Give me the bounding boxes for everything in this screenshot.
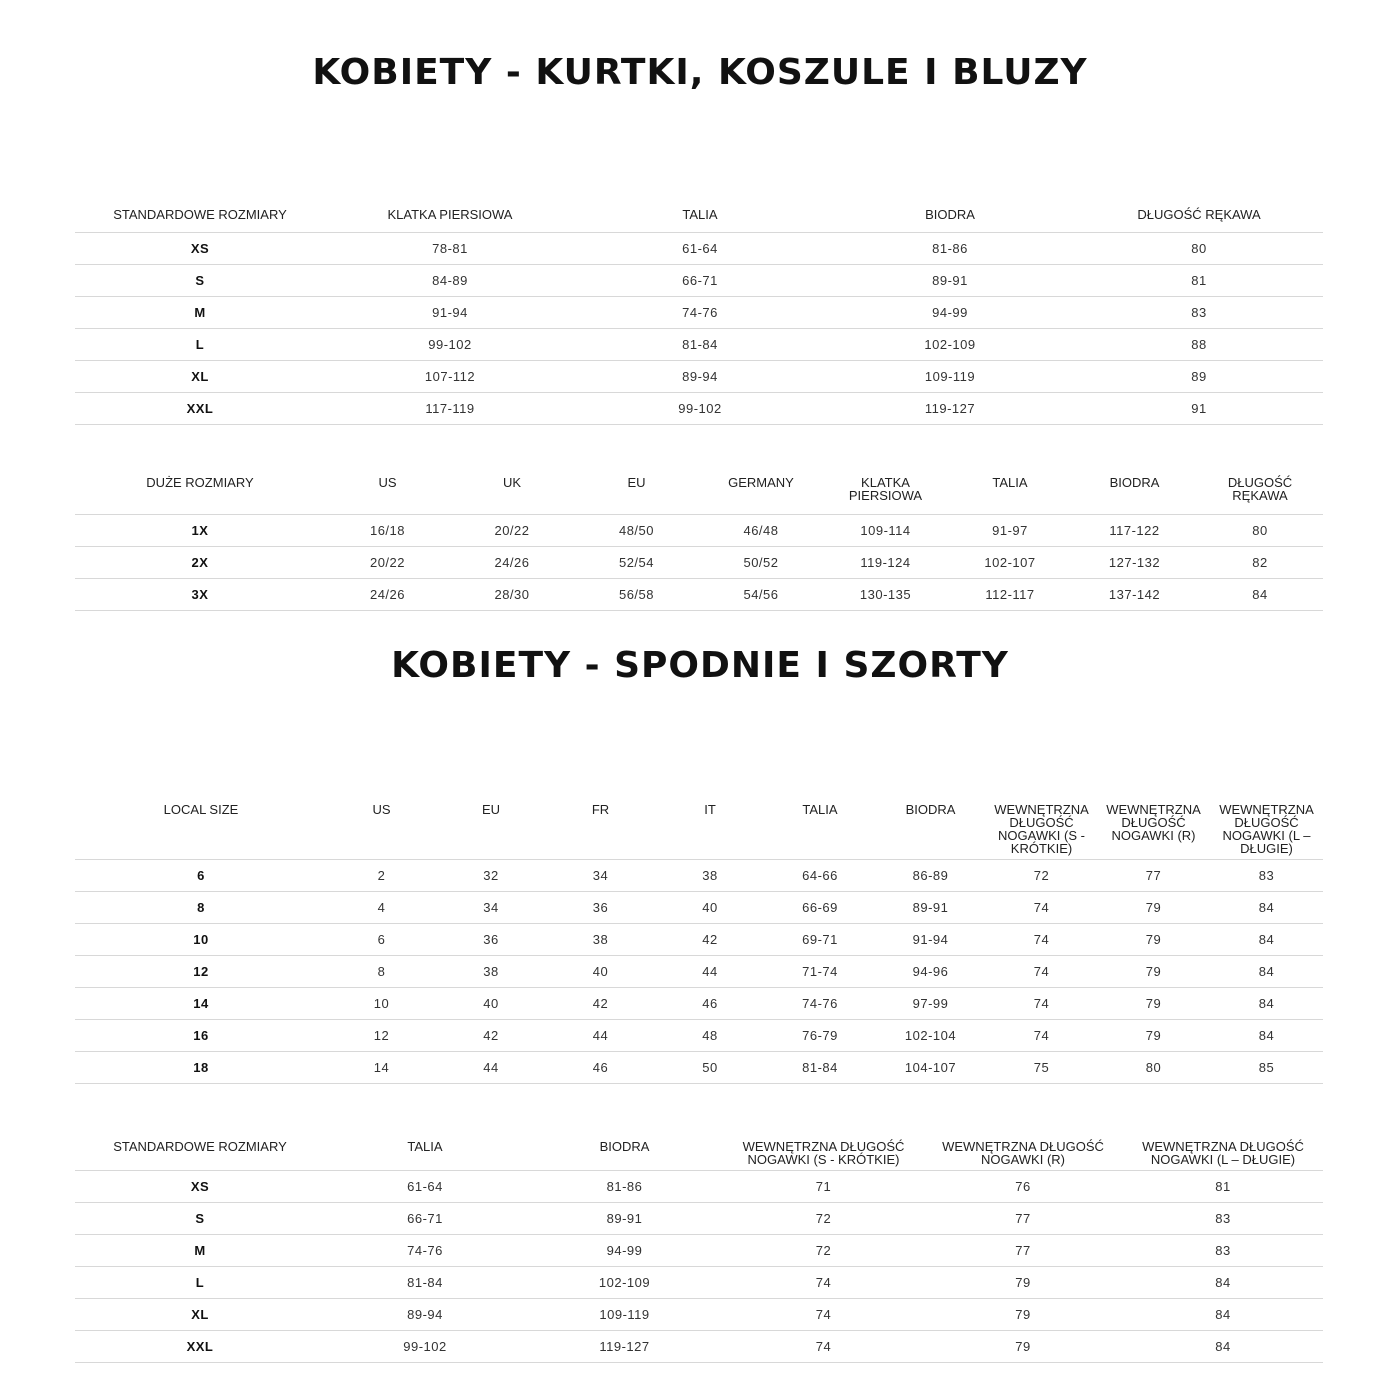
- measurement-cell: 12: [327, 1020, 436, 1052]
- measurement-cell: 117-119: [325, 393, 575, 425]
- measurement-cell: 74: [724, 1331, 923, 1363]
- measurement-cell: 89-91: [825, 265, 1075, 297]
- column-header: [1072, 476, 1197, 515]
- column-header: [1075, 208, 1323, 233]
- measurement-cell: 50/52: [699, 547, 823, 579]
- measurement-cell: 44: [436, 1052, 546, 1084]
- measurement-cell: 42: [436, 1020, 546, 1052]
- measurement-cell: 46: [655, 988, 765, 1020]
- measurement-cell: 6: [327, 924, 436, 956]
- measurement-cell: 61-64: [325, 1171, 525, 1203]
- table-row: [75, 1052, 1323, 1084]
- measurement-cell: 74: [986, 892, 1097, 924]
- size-label-cell: 8: [75, 892, 327, 924]
- measurement-cell: 72: [724, 1235, 923, 1267]
- column-header-label: BIODRA: [599, 1139, 650, 1154]
- measurement-cell: 52/54: [574, 547, 699, 579]
- column-header-label: TALIA: [802, 802, 838, 817]
- measurement-cell: 76-79: [765, 1020, 875, 1052]
- measurement-cell: 40: [546, 956, 655, 988]
- size-label-cell: 3X: [75, 579, 325, 611]
- measurement-cell: 99-102: [325, 1331, 525, 1363]
- column-header: [325, 1140, 525, 1171]
- measurement-cell: 64-66: [765, 860, 875, 892]
- measurement-cell: 2: [327, 860, 436, 892]
- column-header-label: IT: [704, 802, 716, 817]
- measurement-cell: 42: [546, 988, 655, 1020]
- size-label-cell: 6: [75, 860, 327, 892]
- measurement-cell: 81: [1123, 1171, 1323, 1203]
- measurement-cell: 44: [655, 956, 765, 988]
- table-row: [75, 1203, 1323, 1235]
- column-header: [75, 476, 325, 515]
- measurement-cell: 84: [1210, 956, 1323, 988]
- pants-standard-size-table: [75, 1140, 1323, 1363]
- jackets-plus-size-table: [75, 476, 1323, 611]
- column-header: [325, 208, 575, 233]
- column-header: [765, 803, 875, 860]
- measurement-cell: 117-122: [1072, 515, 1197, 547]
- column-header-label: EU: [481, 802, 501, 817]
- measurement-cell: 89-91: [875, 892, 986, 924]
- size-label-cell: M: [75, 297, 325, 329]
- measurement-cell: 119-127: [525, 1331, 724, 1363]
- measurement-cell: 86-89: [875, 860, 986, 892]
- measurement-cell: 94-99: [525, 1235, 724, 1267]
- column-header: [75, 803, 327, 860]
- measurement-cell: 84: [1123, 1267, 1323, 1299]
- measurement-cell: 84: [1123, 1299, 1323, 1331]
- measurement-cell: 66-69: [765, 892, 875, 924]
- measurement-cell: 36: [436, 924, 546, 956]
- column-header: [655, 803, 765, 860]
- measurement-cell: 83: [1210, 860, 1323, 892]
- section2-title: KOBIETY - SPODNIE I SZORTY: [391, 645, 1009, 686]
- column-header-label: FR: [591, 802, 610, 817]
- size-label-cell: XS: [75, 233, 325, 265]
- measurement-cell: 36: [546, 892, 655, 924]
- measurement-cell: 102-104: [875, 1020, 986, 1052]
- column-header-label: EU: [627, 475, 646, 490]
- measurement-cell: 79: [1097, 924, 1210, 956]
- table-header-row: [75, 208, 1323, 233]
- measurement-cell: 83: [1075, 297, 1323, 329]
- measurement-cell: 77: [1097, 860, 1210, 892]
- table-row: [75, 579, 1323, 611]
- table-row: [75, 1299, 1323, 1331]
- column-header: [1123, 1140, 1323, 1171]
- measurement-cell: 89-94: [575, 361, 825, 393]
- measurement-cell: 72: [724, 1203, 923, 1235]
- column-header: [948, 476, 1072, 515]
- column-header: [75, 1140, 325, 1171]
- size-label-cell: XL: [75, 361, 325, 393]
- column-header-label: WEWNĘTRZNA DŁUGOŚĆ NOGAWKI (L – DŁUGIE): [1142, 1139, 1304, 1167]
- measurement-cell: 81-84: [325, 1267, 525, 1299]
- measurement-cell: 44: [546, 1020, 655, 1052]
- measurement-cell: 94-99: [825, 297, 1075, 329]
- table-row: [75, 892, 1323, 924]
- measurement-cell: 16/18: [325, 515, 450, 547]
- table-row: [75, 956, 1323, 988]
- column-header-label: STANDARDOWE ROZMIARY: [113, 207, 287, 222]
- table-row: [75, 924, 1323, 956]
- measurement-cell: 76: [923, 1171, 1123, 1203]
- measurement-cell: 84: [1123, 1331, 1323, 1363]
- table-row: [75, 265, 1323, 297]
- size-label-cell: XS: [75, 1171, 325, 1203]
- measurement-cell: 72: [986, 860, 1097, 892]
- size-label-cell: 1X: [75, 515, 325, 547]
- column-header: [724, 1140, 923, 1171]
- size-label-cell: 14: [75, 988, 327, 1020]
- measurement-cell: 80: [1075, 233, 1323, 265]
- table-header-row: [75, 803, 1323, 860]
- table-row: [75, 361, 1323, 393]
- table-row: [75, 1020, 1323, 1052]
- measurement-cell: 109-119: [825, 361, 1075, 393]
- measurement-cell: 74: [724, 1299, 923, 1331]
- column-header-label: UK: [502, 475, 522, 490]
- measurement-cell: 74: [986, 1020, 1097, 1052]
- size-label-cell: M: [75, 1235, 325, 1267]
- measurement-cell: 24/26: [450, 547, 574, 579]
- measurement-cell: 46: [546, 1052, 655, 1084]
- measurement-cell: 81-84: [575, 329, 825, 361]
- measurement-cell: 79: [1097, 988, 1210, 1020]
- size-label-cell: S: [75, 1203, 325, 1235]
- measurement-cell: 69-71: [765, 924, 875, 956]
- measurement-cell: 91: [1075, 393, 1323, 425]
- size-label-cell: 2X: [75, 547, 325, 579]
- measurement-cell: 32: [436, 860, 546, 892]
- column-header: [986, 803, 1097, 860]
- measurement-cell: 80: [1097, 1052, 1210, 1084]
- column-header: [525, 1140, 724, 1171]
- measurement-cell: 71-74: [765, 956, 875, 988]
- measurement-cell: 38: [436, 956, 546, 988]
- column-header-label: BIODRA: [905, 802, 956, 817]
- measurement-cell: 4: [327, 892, 436, 924]
- measurement-cell: 14: [327, 1052, 436, 1084]
- measurement-cell: 89: [1075, 361, 1323, 393]
- column-header-label: GERMANY: [728, 475, 794, 490]
- measurement-cell: 34: [546, 860, 655, 892]
- measurement-cell: 40: [436, 988, 546, 1020]
- measurement-cell: 56/58: [574, 579, 699, 611]
- table-row: [75, 515, 1323, 547]
- measurement-cell: 74-76: [325, 1235, 525, 1267]
- table-row: [75, 1267, 1323, 1299]
- column-header: [1097, 803, 1210, 860]
- measurement-cell: 119-127: [825, 393, 1075, 425]
- column-header: [823, 476, 948, 515]
- measurement-cell: 79: [923, 1299, 1123, 1331]
- column-header: [699, 476, 823, 515]
- column-header-label: US: [378, 475, 397, 490]
- measurement-cell: 99-102: [325, 329, 575, 361]
- column-header: [546, 803, 655, 860]
- column-header-label: KLATKA PIERSIOWA: [387, 207, 513, 222]
- measurement-cell: 77: [923, 1203, 1123, 1235]
- table-row: [75, 988, 1323, 1020]
- measurement-cell: 94-96: [875, 956, 986, 988]
- measurement-cell: 102-109: [825, 329, 1075, 361]
- measurement-cell: 84: [1197, 579, 1323, 611]
- measurement-cell: 38: [655, 860, 765, 892]
- column-header-label: TALIA: [407, 1139, 443, 1154]
- column-header-label: BIODRA: [925, 207, 975, 222]
- column-header: [1197, 476, 1323, 515]
- measurement-cell: 137-142: [1072, 579, 1197, 611]
- table-row: [75, 393, 1323, 425]
- column-header-label: TALIA: [992, 475, 1028, 490]
- size-label-cell: 12: [75, 956, 327, 988]
- measurement-cell: 74: [986, 988, 1097, 1020]
- measurement-cell: 20/22: [325, 547, 450, 579]
- table-row: [75, 329, 1323, 361]
- measurement-cell: 50: [655, 1052, 765, 1084]
- table-header-row: [75, 476, 1323, 515]
- table-row: [75, 1171, 1323, 1203]
- table-row: [75, 1331, 1323, 1363]
- column-header-label: TALIA: [682, 207, 718, 222]
- measurement-cell: 34: [436, 892, 546, 924]
- measurement-cell: 54/56: [699, 579, 823, 611]
- measurement-cell: 48: [655, 1020, 765, 1052]
- measurement-cell: 107-112: [325, 361, 575, 393]
- column-header-label: WEWNĘTRZNA DŁUGOŚĆ NOGAWKI (S - KRÓTKIE): [742, 1139, 905, 1167]
- measurement-cell: 74: [986, 924, 1097, 956]
- measurement-cell: 79: [1097, 956, 1210, 988]
- measurement-cell: 71: [724, 1171, 923, 1203]
- size-label-cell: L: [75, 1267, 325, 1299]
- measurement-cell: 79: [923, 1267, 1123, 1299]
- column-header-label: DUŻE ROZMIARY: [146, 475, 254, 490]
- measurement-cell: 89-94: [325, 1299, 525, 1331]
- column-header-label: DŁUGOŚĆ RĘKAWA: [1137, 207, 1261, 222]
- measurement-cell: 91-94: [325, 297, 575, 329]
- measurement-cell: 42: [655, 924, 765, 956]
- measurement-cell: 109-114: [823, 515, 948, 547]
- column-header-label: STANDARDOWE ROZMIARY: [113, 1139, 287, 1154]
- column-header-label: WEWNĘTRZNA DŁUGOŚĆ NOGAWKI (S - KRÓTKIE): [994, 802, 1089, 856]
- table-row: [75, 860, 1323, 892]
- measurement-cell: 127-132: [1072, 547, 1197, 579]
- measurement-cell: 102-109: [525, 1267, 724, 1299]
- measurement-cell: 66-71: [325, 1203, 525, 1235]
- measurement-cell: 83: [1123, 1203, 1323, 1235]
- measurement-cell: 91-97: [948, 515, 1072, 547]
- column-header-label: WEWNĘTRZNA DŁUGOŚĆ NOGAWKI (L – DŁUGIE): [1219, 802, 1314, 856]
- pants-local-size-table: [75, 803, 1323, 1084]
- column-header: [327, 803, 436, 860]
- column-header: [875, 803, 986, 860]
- measurement-cell: 130-135: [823, 579, 948, 611]
- measurement-cell: 119-124: [823, 547, 948, 579]
- table-row: [75, 233, 1323, 265]
- measurement-cell: 80: [1197, 515, 1323, 547]
- measurement-cell: 88: [1075, 329, 1323, 361]
- measurement-cell: 109-119: [525, 1299, 724, 1331]
- table-header-row: [75, 1140, 1323, 1171]
- measurement-cell: 112-117: [948, 579, 1072, 611]
- measurement-cell: 85: [1210, 1052, 1323, 1084]
- measurement-cell: 74-76: [765, 988, 875, 1020]
- measurement-cell: 75: [986, 1052, 1097, 1084]
- measurement-cell: 83: [1123, 1235, 1323, 1267]
- size-label-cell: XXL: [75, 1331, 325, 1363]
- measurement-cell: 74: [724, 1267, 923, 1299]
- measurement-cell: 104-107: [875, 1052, 986, 1084]
- table-row: [75, 547, 1323, 579]
- column-header-label: US: [372, 802, 391, 817]
- section1-title: KOBIETY - KURTKI, KOSZULE I BLUZY: [312, 52, 1088, 93]
- size-label-cell: 18: [75, 1052, 327, 1084]
- column-header: [325, 476, 450, 515]
- column-header-label: WEWNĘTRZNA DŁUGOŚĆ NOGAWKI (R): [942, 1139, 1104, 1167]
- table-row: [75, 297, 1323, 329]
- column-header: [450, 476, 574, 515]
- measurement-cell: 66-71: [575, 265, 825, 297]
- measurement-cell: 79: [1097, 1020, 1210, 1052]
- measurement-cell: 61-64: [575, 233, 825, 265]
- measurement-cell: 102-107: [948, 547, 1072, 579]
- size-label-cell: 16: [75, 1020, 327, 1052]
- measurement-cell: 81-86: [825, 233, 1075, 265]
- size-label-cell: XXL: [75, 393, 325, 425]
- measurement-cell: 82: [1197, 547, 1323, 579]
- measurement-cell: 78-81: [325, 233, 575, 265]
- column-header-label: LOCAL SIZE: [163, 802, 239, 817]
- column-header-label: WEWNĘTRZNA DŁUGOŚĆ NOGAWKI (R): [1106, 802, 1201, 843]
- measurement-cell: 84: [1210, 892, 1323, 924]
- measurement-cell: 74-76: [575, 297, 825, 329]
- measurement-cell: 79: [923, 1331, 1123, 1363]
- measurement-cell: 8: [327, 956, 436, 988]
- measurement-cell: 91-94: [875, 924, 986, 956]
- size-label-cell: 10: [75, 924, 327, 956]
- measurement-cell: 84: [1210, 988, 1323, 1020]
- measurement-cell: 99-102: [575, 393, 825, 425]
- column-header: [1210, 803, 1323, 860]
- column-header: [436, 803, 546, 860]
- column-header-label: KLATKA PIERSIOWA: [848, 475, 923, 503]
- table-row: [75, 1235, 1323, 1267]
- column-header: [575, 208, 825, 233]
- measurement-cell: 48/50: [574, 515, 699, 547]
- measurement-cell: 10: [327, 988, 436, 1020]
- measurement-cell: 81-84: [765, 1052, 875, 1084]
- measurement-cell: 28/30: [450, 579, 574, 611]
- measurement-cell: 38: [546, 924, 655, 956]
- measurement-cell: 24/26: [325, 579, 450, 611]
- measurement-cell: 40: [655, 892, 765, 924]
- size-label-cell: XL: [75, 1299, 325, 1331]
- column-header-label: DŁUGOŚĆ RĘKAWA: [1227, 475, 1293, 503]
- measurement-cell: 74: [986, 956, 1097, 988]
- measurement-cell: 89-91: [525, 1203, 724, 1235]
- size-label-cell: L: [75, 329, 325, 361]
- measurement-cell: 84: [1210, 1020, 1323, 1052]
- measurement-cell: 20/22: [450, 515, 574, 547]
- measurement-cell: 97-99: [875, 988, 986, 1020]
- measurement-cell: 79: [1097, 892, 1210, 924]
- measurement-cell: 81: [1075, 265, 1323, 297]
- measurement-cell: 81-86: [525, 1171, 724, 1203]
- measurement-cell: 84-89: [325, 265, 575, 297]
- column-header: [574, 476, 699, 515]
- column-header: [825, 208, 1075, 233]
- measurement-cell: 84: [1210, 924, 1323, 956]
- column-header: [923, 1140, 1123, 1171]
- measurement-cell: 77: [923, 1235, 1123, 1267]
- measurement-cell: 46/48: [699, 515, 823, 547]
- size-label-cell: S: [75, 265, 325, 297]
- column-header-label: BIODRA: [1109, 475, 1160, 490]
- jackets-standard-size-table: [75, 208, 1323, 425]
- column-header: [75, 208, 325, 233]
